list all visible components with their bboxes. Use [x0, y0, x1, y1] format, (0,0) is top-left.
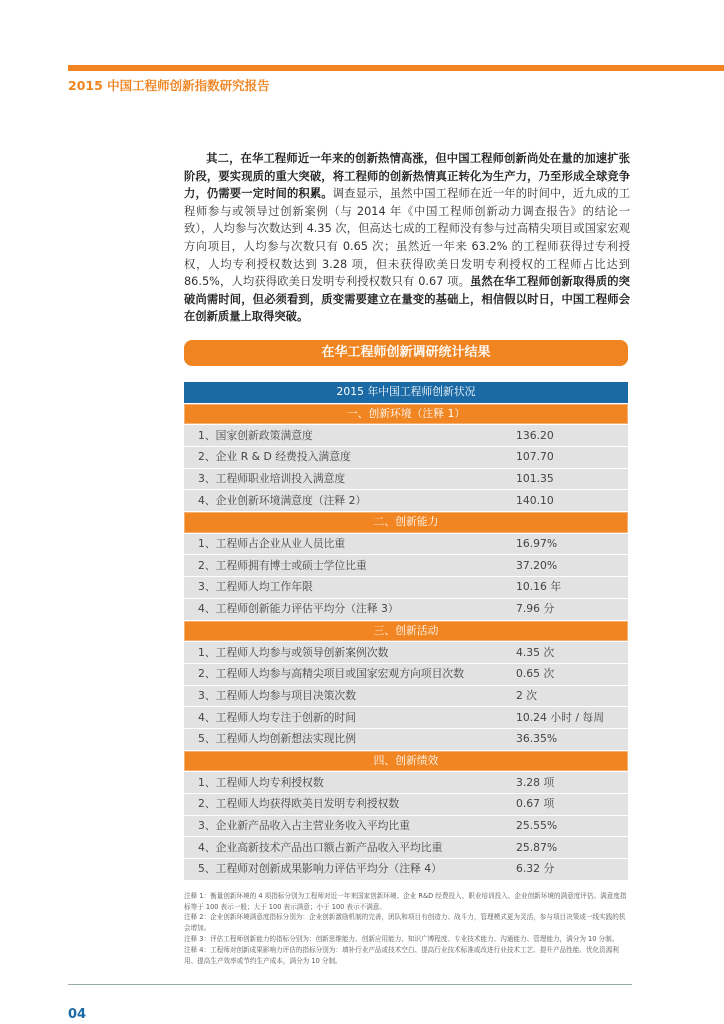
footnote: 注释 2：企业创新环境满意度指标分别为：企业创新激励机制的完善，团队和项目有创造力、战斗力，管理模式更为灵活，参与项目决策或一线实践的机会增加。: [184, 913, 626, 933]
table-row: [184, 599, 628, 621]
row-value: 10.16 年: [516, 580, 562, 594]
row-label: 4、工程师创新能力评估平均分（注释 3）: [198, 602, 399, 616]
row-label: 5、工程师人均创新想法实现比例: [198, 732, 357, 746]
footer-divider: [68, 984, 632, 985]
table-section-header: 二、创新能力: [184, 512, 628, 534]
row-value: 37.20%: [516, 558, 558, 572]
table-row: [184, 425, 628, 447]
paragraph-bold-conclusion: 虽然在华工程师创新取得质的突破尚需时间，但必须看到，质变需要建立在量变的基础上，相信假以时日，中国工程师会在创新质量上取得突破。: [184, 275, 630, 324]
row-label: 2、工程师人均参与高精尖项目或国家宏观方向项目次数: [198, 667, 464, 681]
footnote: 注释 3：评估工程师创新能力的指标分别为：创新思维能力、创新应用能力、知识广博程度、专业技术能力、沟通能力、管理能力，满分为 10 分制。: [184, 934, 619, 943]
row-label: 1、国家创新政策满意度: [198, 428, 313, 442]
table-row: [184, 686, 628, 708]
table-row: [184, 816, 628, 838]
row-label: 3、企业新产品收入占主营业务收入平均比重: [198, 819, 411, 833]
table-row: [184, 469, 628, 491]
row-label: 3、工程师人均参与项目决策次数: [198, 688, 357, 702]
page-content: [68, 150, 630, 1023]
row-label: 1、工程师人均专利授权数: [198, 775, 324, 789]
stats-table: [184, 382, 628, 881]
row-label: 2、企业 R & D 经费投入满意度: [198, 450, 351, 464]
header-accent-bar: [68, 65, 724, 71]
row-value: 3.28 项: [516, 775, 555, 789]
table-body: [184, 404, 628, 881]
row-label: 4、企业高新技术产品出口额占新产品收入平均比重: [198, 840, 443, 854]
row-value: 0.67 项: [516, 797, 555, 811]
footnotes: [184, 891, 630, 967]
row-label: 2、工程师拥有博士或硕士学位比重: [198, 558, 367, 572]
row-label: 4、企业创新环境满意度（注释 2）: [198, 493, 367, 507]
row-value: 7.96 分: [516, 602, 555, 616]
row-value: 10.24 小时 / 每周: [516, 710, 605, 724]
row-value: 136.20: [516, 428, 554, 442]
row-value: 4.35 次: [516, 645, 555, 659]
row-label: 3、工程师职业培训投入满意度: [198, 472, 346, 486]
table-section-header: 一、创新环境（注释 1）: [184, 404, 628, 426]
table-row: [184, 794, 628, 816]
table-title: 2015 年中国工程师创新状况: [184, 382, 628, 404]
table-row: [184, 555, 628, 577]
table-row: [184, 642, 628, 664]
footnote: 注释 1：衡量创新环境的 4 项指标分别为工程师对近一年来国家创新环境、企业 R&D 经费投入、职业培训投入、企业创新环境的满意度评估。满意度指标等于 100 表示一般；大于 100 表示满意；小于 100 表示不满意。: [184, 891, 627, 911]
row-value: 0.65 次: [516, 667, 555, 681]
row-value: 101.35: [516, 472, 554, 486]
row-value: 25.87%: [516, 840, 558, 854]
row-label: 1、工程师人均参与或领导创新案例次数: [198, 645, 389, 659]
table-row: [184, 837, 628, 859]
row-value: 16.97%: [516, 537, 558, 551]
table-row: [184, 707, 628, 729]
table-section-header: 四、创新绩效: [184, 751, 628, 773]
row-value: 6.32 分: [516, 862, 555, 876]
row-label: 2、工程师人均获得欧美日发明专利授权数: [198, 797, 400, 811]
row-value: 107.70: [516, 450, 554, 464]
paragraph-body: 调查显示，虽然中国工程师在近一年的时间中，近九成的工程师参与或领导过创新案例（与 2014 年《中国工程师创新动力调查报告》的结论一致），人均参与次数达到 4.35 次，但高达七成的工程师没有参与过高精尖项目或国家宏观方向项目，人均参与次数只有 0.65 次；虽然近一年来 63.2% 的工程师获得过专利授权，人均专利授权数达到 3.28 项，但未获得欧美日发明专利授权的工程师占比达到 86.5%，人均获得欧美日发明专利授权数只有 0.67 项。: [184, 187, 630, 289]
row-label: 5、工程师对创新成果影响力评估平均分（注释 4）: [198, 862, 442, 876]
table-row: [184, 859, 628, 881]
table-row: [184, 664, 628, 686]
table-row: [184, 534, 628, 556]
row-label: 3、工程师人均工作年限: [198, 580, 313, 594]
row-value: 2 次: [516, 688, 538, 702]
row-value: 36.35%: [516, 732, 558, 746]
row-label: 4、工程师人均专注于创新的时间: [198, 710, 357, 724]
table-row: [184, 490, 628, 512]
paragraph-bold-lead: 其二，在华工程师近一年来的创新热情高涨，但中国工程师创新尚处在量的加速扩张阶段，要实现质的重大突破，将工程师的创新热情真正转化为生产力，乃至形成全球竞争力，仍需要一定时间的积累。: [184, 152, 630, 201]
row-value: 25.55%: [516, 819, 558, 833]
row-label: 1、工程师占企业从业人员比重: [198, 537, 346, 551]
section-title: 在华工程师创新调研统计结果: [184, 340, 628, 366]
footnote: 注释 4：工程师对创新成果影响力评估的指标分别为：填补行业产品或技术空白、提高行业技术标准或改进行业技术工艺、提升产品性能、优化资源利用、提高生产效率或节约生产成本，满分为 10 分制。: [184, 945, 619, 965]
footer: [68, 984, 632, 1023]
table-row: [184, 772, 628, 794]
table-section-header: 三、创新活动: [184, 621, 628, 643]
table-row: [184, 729, 628, 751]
table-row: [184, 447, 628, 469]
report-title: 2015 中国工程师创新指数研究报告: [68, 78, 270, 93]
page-number: 04: [68, 1007, 87, 1023]
body-paragraph: [184, 150, 630, 326]
row-value: 140.10: [516, 493, 554, 507]
table-row: [184, 577, 628, 599]
